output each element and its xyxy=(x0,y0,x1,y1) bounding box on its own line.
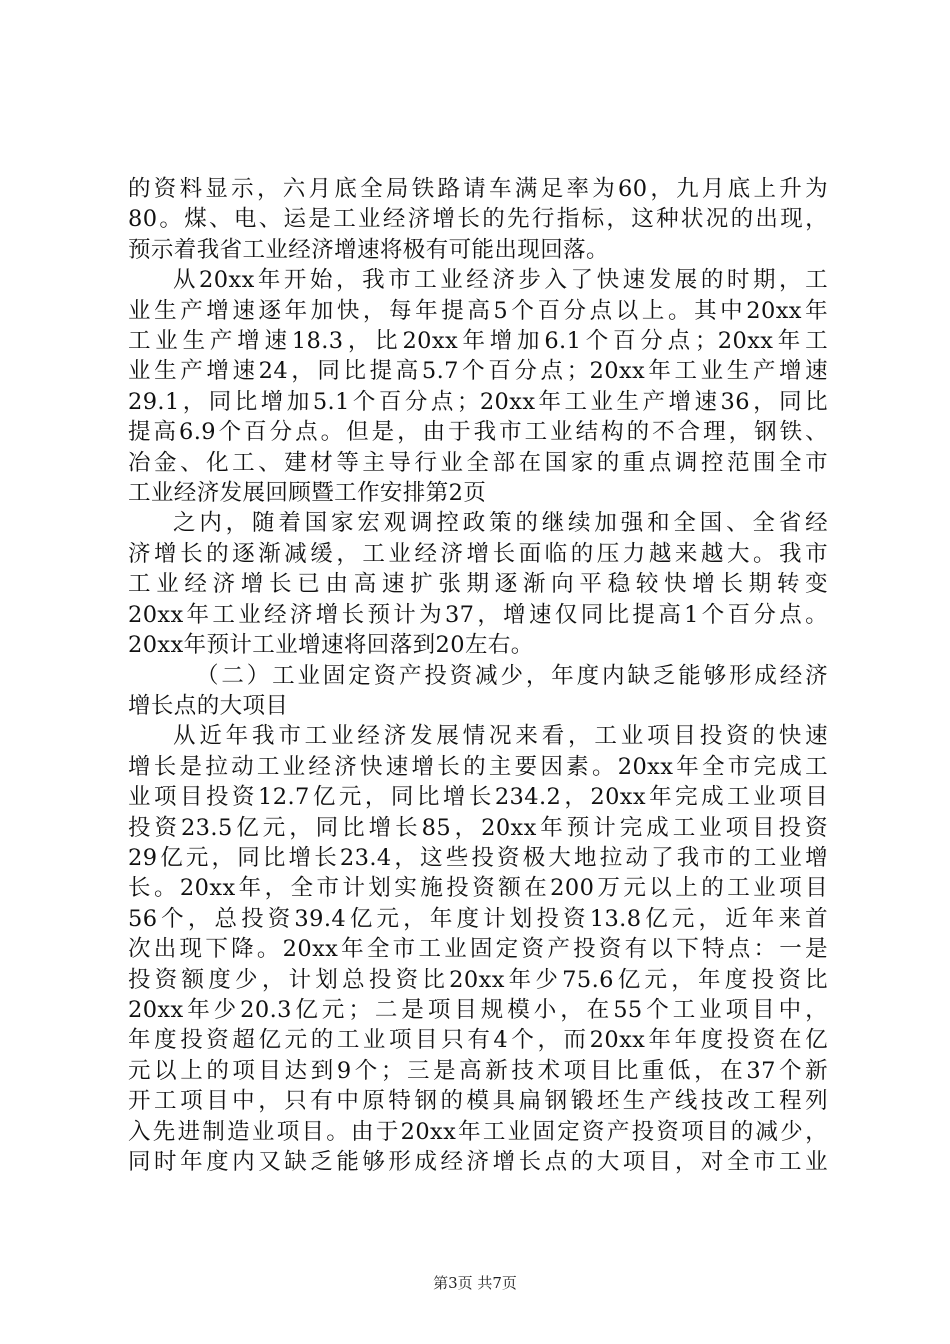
text-line: 增长是拉动工业经济快速增长的主要因素。20xx年全市完成工 xyxy=(128,753,828,780)
text-line: 投资23.5亿元，同比增长85，20xx年预计完成工业项目投资 xyxy=(128,814,828,841)
text-line: 投资额度少，计划总投资比20xx年少75.6亿元，年度投资比 xyxy=(128,966,828,993)
text-line: 56个，总投资39.4亿元，年度计划投资13.8亿元，近年来首 xyxy=(128,905,828,932)
text-line: 工业生产增速18.3，比20xx年增加6.1个百分点；20xx年工 xyxy=(128,328,828,355)
text-line: 增长点的大项目 xyxy=(128,692,289,719)
text-line: 从20xx年开始，我市工业经济步入了快速发展的时期，工 xyxy=(173,267,828,294)
text-line: 元以上的项目达到9个；三是高新技术项目比重低，在37个新 xyxy=(128,1057,828,1084)
text-line: 同时年度内又缺乏能够形成经济增长点的大项目，对全市工业 xyxy=(128,1149,828,1175)
paragraph-2 xyxy=(128,265,828,508)
text-line: 工业经济增长已由高速扩张期逐渐向平稳较快增长期转变 xyxy=(128,571,828,598)
text-line: 29.1，同比增加5.1个百分点；20xx年工业生产增速36，同比 xyxy=(128,388,828,415)
text-line: 长。20xx年，全市计划实施投资额在200万元以上的工业项目 xyxy=(128,875,828,902)
text-line: 29亿元，同比增长23.4，这些投资极大地拉动了我市的工业增 xyxy=(128,844,828,871)
text-line: 20xx年预计工业增速将回落到20左右。 xyxy=(128,632,534,659)
text-line: 开工项目中，只有中原特钢的模具扁钢锻坯生产线技改工程列 xyxy=(128,1088,828,1115)
page-footer: 第3页 共7页 xyxy=(433,1274,517,1292)
text-line: 80。煤、电、运是工业经济增长的先行指标，这种状况的出现， xyxy=(128,206,828,233)
paragraph-3 xyxy=(128,508,828,660)
text-line: 提高6.9个百分点。但是，由于我市工业结构的不合理，钢铁、 xyxy=(128,419,828,446)
text-line: （二）工业固定资产投资减少，年度内缺乏能够形成经济 xyxy=(196,662,828,689)
paragraph-5 xyxy=(128,721,828,1177)
text-line: 入先进制造业项目。由于20xx年工业固定资产投资项目的减少， xyxy=(128,1118,828,1145)
text-line: 济增长的逐渐减缓，工业经济增长面临的压力越来越大。我市 xyxy=(128,540,828,567)
text-line: 20xx年工业经济增长预计为37，增速仅同比提高1个百分点。 xyxy=(128,601,828,628)
text-line: 20xx年少20.3亿元；二是项目规模小，在55个工业项目中， xyxy=(128,996,828,1023)
text-line: 的资料显示，六月底全局铁路请车满足率为60，九月底上升为 xyxy=(128,176,828,202)
section-heading xyxy=(128,661,828,722)
text-line: 之内，随着国家宏观调控政策的继续加强和全国、全省经 xyxy=(173,510,828,537)
text-line: 预示着我省工业经济增速将极有可能出现回落。 xyxy=(128,236,609,263)
text-line: 次出现下降。20xx年全市工业固定资产投资有以下特点：一是 xyxy=(128,936,828,963)
text-line: 年度投资超亿元的工业项目只有4个，而20xx年年度投资在亿 xyxy=(128,1027,828,1054)
text-line: 工业经济发展回顾暨工作安排第2页 xyxy=(128,480,487,507)
document-body xyxy=(128,174,828,1177)
text-line: 从近年我市工业经济发展情况来看，工业项目投资的快速 xyxy=(173,723,828,750)
text-line: 业项目投资12.7亿元，同比增长234.2，20xx年完成工业项目 xyxy=(128,784,828,811)
paragraph-1 xyxy=(128,174,828,265)
text-line: 冶金、化工、建材等主导行业全部在国家的重点调控范围全市 xyxy=(128,449,828,476)
text-line: 业生产增速逐年加快，每年提高5个百分点以上。其中20xx年 xyxy=(128,297,828,324)
text-line: 业生产增速24，同比提高5.7个百分点；20xx年工业生产增速 xyxy=(128,358,828,385)
